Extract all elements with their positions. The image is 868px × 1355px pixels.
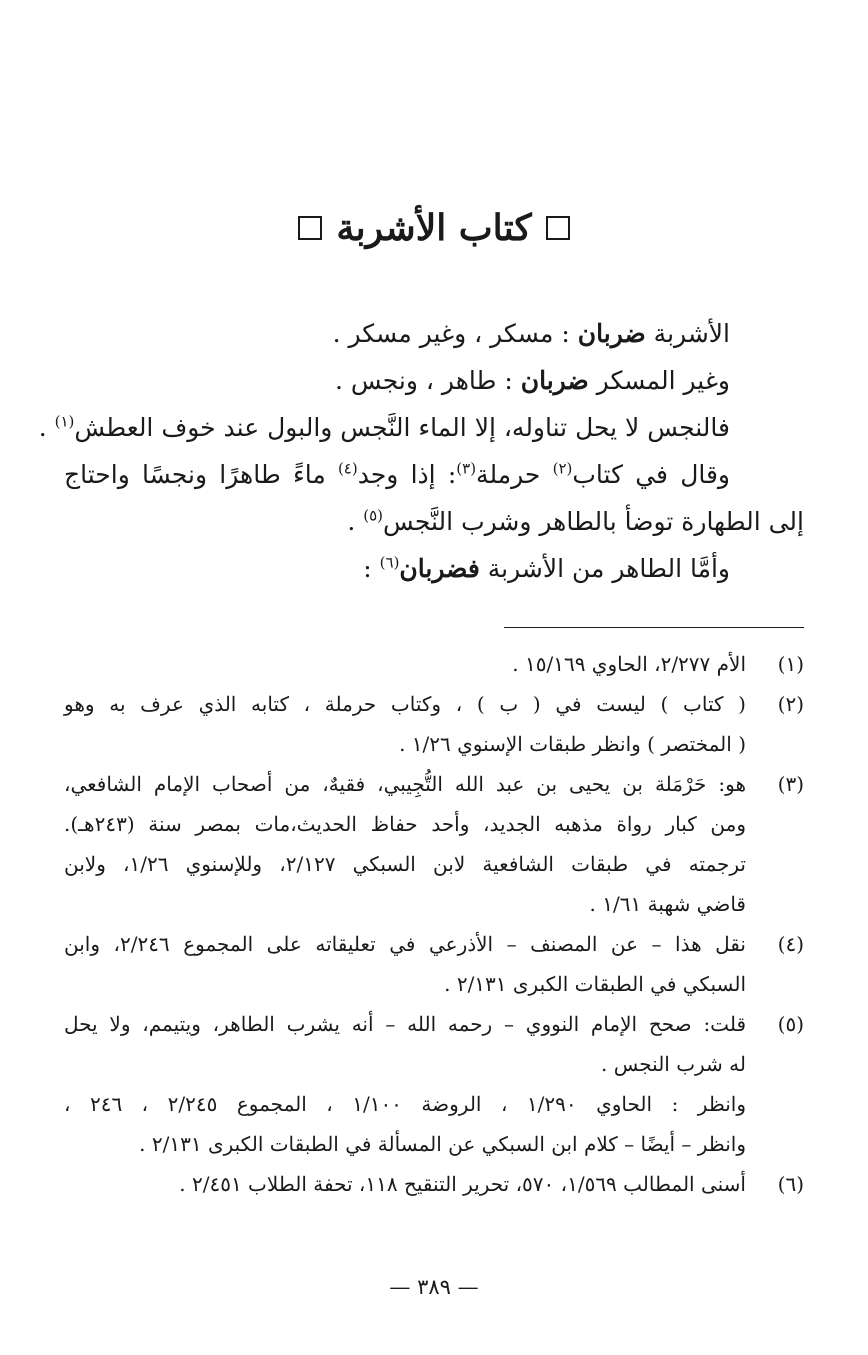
footnote-number: (٢) (777, 692, 804, 716)
chapter-title: كتاب الأشربة (336, 207, 532, 249)
bold-term: فضربان (399, 554, 480, 583)
footnote-3 (64, 764, 804, 924)
paragraph-continuation (64, 498, 804, 545)
footnote-number: (٥) (777, 1012, 804, 1036)
text-run: فالنجس لا يحل تناوله، إلا الماء النَّجس والبول عند خوف العطش (74, 413, 730, 442)
footnote-1 (64, 644, 804, 684)
footnote-line: السبكي في الطبقات الكبرى ٢/١٣١ . (444, 972, 746, 996)
page-number: — ٣٨٩ — (389, 1275, 479, 1299)
footnote-line: له شرب النجس . (601, 1052, 746, 1076)
footnote-line: وانظر – أيضًا – كلام ابن السبكي عن المسألة في الطبقات الكبرى ٢/١٣١ . (139, 1132, 746, 1156)
bold-term: ضربان (520, 366, 589, 395)
footnotes (64, 644, 804, 1204)
main-text (38, 310, 804, 592)
footnote-marker[interactable]: (٣) (456, 459, 477, 478)
footnote-line: هو: حَرْمَلة بن يحيى بن عبد الله التُّجِيبي، فقيهٌ، من أصحاب الإمام الشافعي، (64, 772, 746, 796)
footnote-divider (504, 627, 804, 628)
footnote-marker[interactable]: (٤) (337, 459, 358, 478)
footnote-line: ( المختصر ) وانظر طبقات الإسنوي ١/٢٦ . (399, 732, 746, 756)
text-run: : مسكر ، وغير مسكر . (332, 319, 578, 348)
text-run: إلى الطهارة توضأ بالطاهر وشرب النَّجس (383, 507, 804, 536)
footnote-line: نقل هذا – عن المصنف – الأذرعي في تعليقاته على المجموع ٢/٢٤٦، وابن (64, 932, 746, 956)
text-run: . (347, 507, 364, 536)
footnote-line: قلت: صحح الإمام النووي – رحمه الله – أنه يشرب الطاهر، ويتيمم، ولا يحل (64, 1012, 747, 1036)
footnote-number: (٣) (777, 772, 804, 796)
footnote-line: قاضي شهبة ١/٦١ . (589, 892, 746, 916)
footnote-line: وانظر : الحاوي ١/٢٩٠ ، الروضة ١/١٠٠ ، المجموع ٢/٢٤٥ ، ٢٤٦ ، (64, 1092, 747, 1116)
paragraph (64, 545, 804, 592)
paragraph (64, 310, 804, 357)
text-run: حرملة (476, 460, 553, 489)
bold-term: ضربان (577, 319, 646, 348)
footnote-line: أسنى المطالب ١/٥٦٩، ٥٧٠، تحرير التنقيح ١١٨، تحفة الطلاب ٢/٤٥١ . (179, 1172, 746, 1196)
footnote-5 (64, 1004, 804, 1164)
paragraph (64, 451, 804, 498)
paragraph (38, 404, 804, 451)
footnote-line: ومن كبار رواة مذهبه الجديد، وأحد حفاظ الحديث،مات بمصر سنة (٢٤٣هـ). (64, 812, 747, 836)
footnote-line: الأم ٢/٢٧٧، الحاوي ١٥/١٦٩ . (512, 652, 746, 676)
text-run: وغير المسكر (588, 366, 730, 395)
footnote-line: ( كتاب ) ليست في ( ب ) ، وكتاب حرملة ، كتابه الذي عرف به وهو (64, 692, 746, 716)
text-run: ماءً طاهرًا ونجسًا واحتاج (64, 460, 338, 489)
chapter-heading (0, 198, 868, 258)
text-run: وقال في كتاب (572, 460, 731, 489)
footnote-4 (64, 924, 804, 1004)
text-run: : إذا وجد (357, 460, 457, 489)
text-run: : (363, 554, 380, 583)
text-run: . (38, 413, 55, 442)
footnote-marker[interactable]: (٦) (379, 553, 400, 572)
footnote-marker[interactable]: (٥) (363, 506, 383, 525)
footnote-number: (٦) (777, 1172, 804, 1196)
footnote-number: (١) (777, 652, 804, 676)
footnote-marker[interactable]: (٢) (552, 459, 573, 478)
footnote-number: (٤) (777, 932, 804, 956)
footnote-6 (64, 1164, 804, 1204)
footnote-marker[interactable]: (١) (54, 412, 75, 431)
footnote-2 (64, 684, 804, 764)
text-run: : طاهر ، ونجس . (335, 366, 521, 395)
text-run: وأمَّا الطاهر من الأشربة (479, 554, 730, 583)
square-ornament-icon (546, 216, 570, 240)
paragraph (64, 357, 804, 404)
text-run: الأشربة (645, 319, 730, 348)
square-ornament-icon (298, 216, 322, 240)
footnote-line: ترجمته في طبقات الشافعية لابن السبكي ٢/١٢٧، وللإسنوي ١/٢٦، ولابن (64, 852, 746, 876)
